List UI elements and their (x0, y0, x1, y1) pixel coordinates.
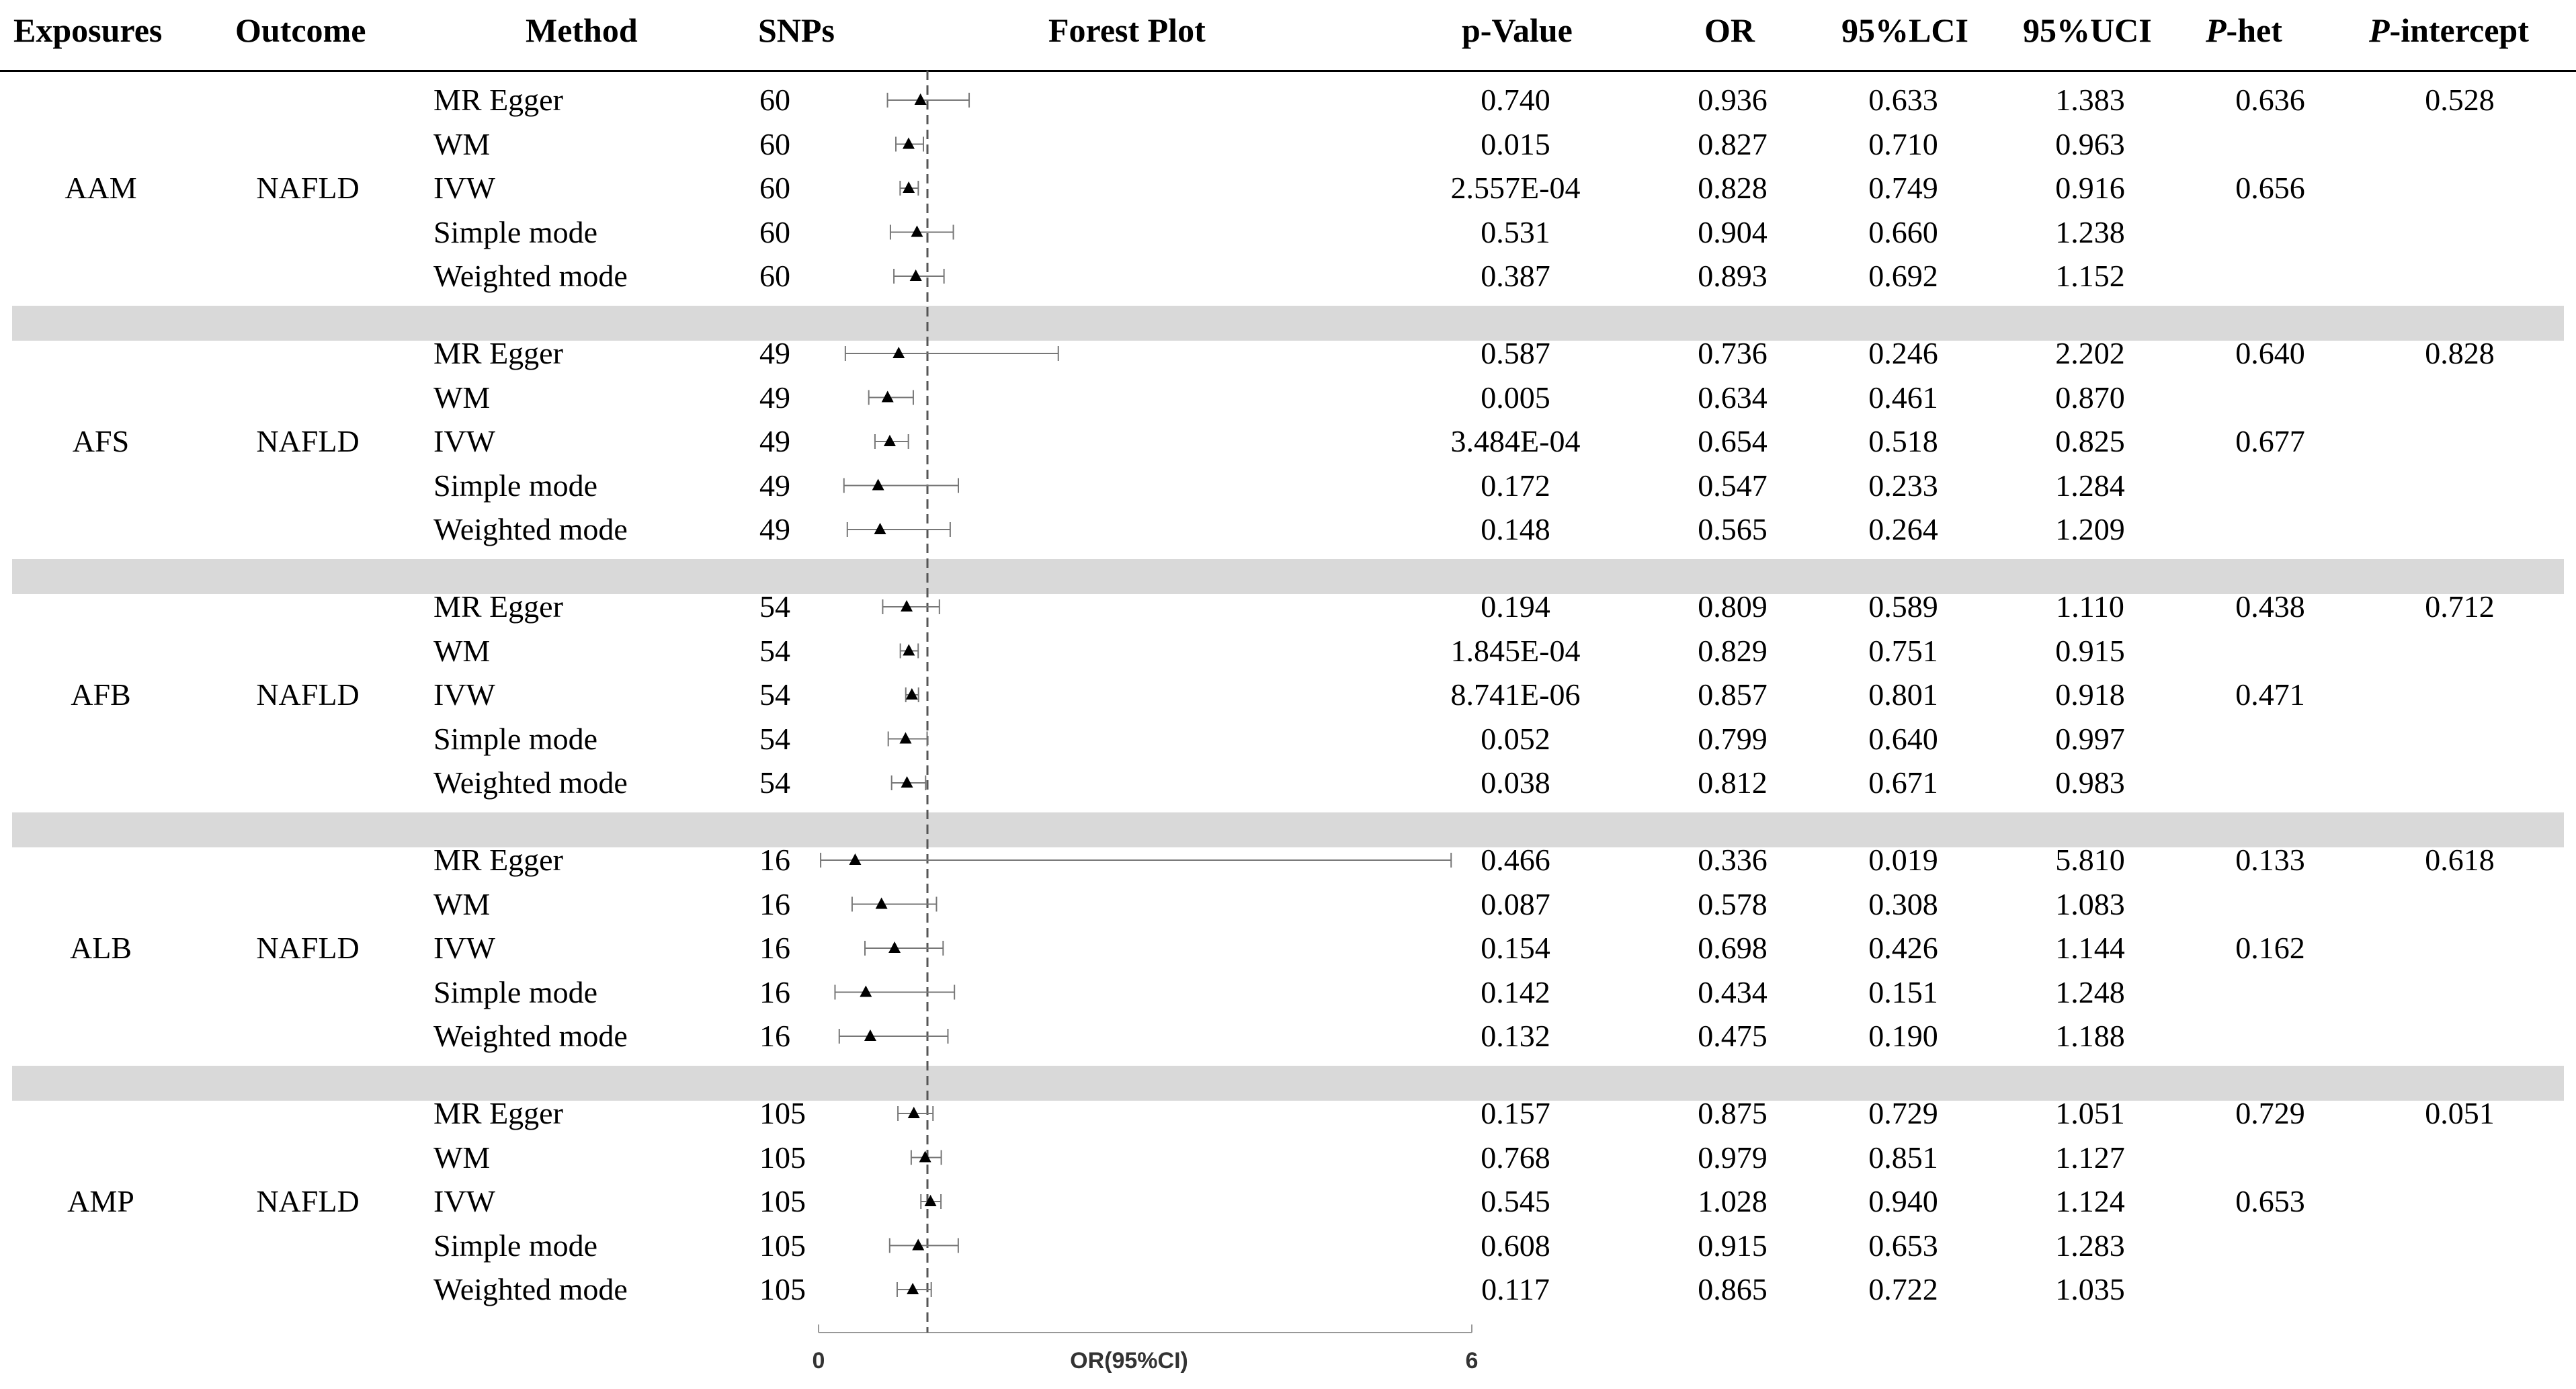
p-het-egger: 0.636 (2235, 83, 2305, 117)
method-label: WM (433, 886, 491, 921)
lci-value: 0.671 (1868, 765, 1938, 800)
lci-value: 0.722 (1868, 1272, 1938, 1306)
method-label: Weighted mode (433, 1272, 628, 1306)
or-value: 0.875 (1698, 1096, 1768, 1130)
or-marker (915, 93, 927, 105)
outcome-label: NAFLD (256, 424, 360, 458)
or-marker (872, 479, 884, 491)
method-label: IVW (433, 424, 495, 458)
uci-value: 1.188 (2055, 1019, 2125, 1053)
or-value: 1.028 (1698, 1184, 1768, 1218)
or-value: 0.336 (1698, 843, 1768, 877)
or-marker (884, 435, 896, 446)
snps-value: 105 (759, 1140, 806, 1175)
or-marker (925, 1195, 937, 1206)
snps-value: 105 (759, 1096, 806, 1130)
or-value: 0.698 (1698, 931, 1768, 965)
method-label: Simple mode (433, 1228, 598, 1263)
method-label: MR Egger (433, 83, 563, 117)
snps-value: 60 (759, 83, 790, 117)
p-value: 0.132 (1481, 1019, 1550, 1053)
method-label: Weighted mode (433, 259, 628, 293)
or-value: 0.578 (1698, 886, 1768, 921)
or-value: 0.828 (1698, 171, 1768, 205)
p-value: 0.142 (1481, 974, 1550, 1009)
header-p-intercept-rest: -intercept (2389, 11, 2529, 49)
uci-value: 1.051 (2055, 1096, 2125, 1130)
or-marker (874, 523, 886, 534)
p-value: 0.157 (1481, 1096, 1550, 1130)
or-value: 0.857 (1698, 677, 1768, 712)
snps-value: 16 (759, 843, 790, 877)
uci-value: 1.152 (2055, 259, 2125, 293)
uci-value: 1.035 (2055, 1272, 2125, 1306)
p-value: 0.148 (1481, 512, 1550, 546)
or-marker (907, 1283, 919, 1294)
or-value: 0.654 (1698, 424, 1768, 458)
or-value: 0.434 (1698, 974, 1768, 1009)
snps-value: 105 (759, 1272, 806, 1306)
uci-value: 1.127 (2055, 1140, 2125, 1175)
lci-value: 0.190 (1868, 1019, 1938, 1053)
p-het-ivw: 0.162 (2235, 931, 2305, 965)
method-label: MR Egger (433, 843, 563, 877)
or-value: 0.865 (1698, 1272, 1768, 1306)
outcome-label: NAFLD (256, 1184, 360, 1218)
uci-value: 1.144 (2055, 931, 2125, 965)
p-value: 0.466 (1481, 843, 1550, 877)
header-or: OR (1704, 11, 1755, 49)
or-marker (919, 1151, 931, 1163)
lci-value: 0.426 (1868, 931, 1938, 965)
uci-value: 1.124 (2055, 1184, 2125, 1218)
snps-value: 49 (759, 336, 790, 370)
p-het-ivw: 0.656 (2235, 171, 2305, 205)
or-value: 0.936 (1698, 83, 1768, 117)
or-marker (908, 1107, 920, 1118)
snps-value: 54 (759, 589, 790, 624)
method-label: Weighted mode (433, 512, 628, 546)
lci-value: 0.801 (1868, 677, 1938, 712)
p-intercept: 0.528 (2425, 83, 2495, 117)
lci-value: 0.518 (1868, 424, 1938, 458)
method-label: Simple mode (433, 468, 598, 503)
lci-value: 0.710 (1868, 126, 1938, 161)
or-value: 0.812 (1698, 765, 1768, 800)
or-marker (901, 776, 913, 788)
snps-value: 54 (759, 721, 790, 756)
header-method: Method (526, 11, 638, 49)
lci-value: 0.729 (1868, 1096, 1938, 1130)
lci-value: 0.640 (1868, 721, 1938, 756)
uci-value: 0.983 (2055, 765, 2125, 800)
snps-value: 16 (759, 886, 790, 921)
p-het-egger: 0.438 (2235, 589, 2305, 624)
or-value: 0.829 (1698, 633, 1768, 668)
method-label: IVW (433, 171, 495, 205)
p-value: 0.154 (1481, 931, 1550, 965)
p-het-egger: 0.133 (2235, 843, 2305, 877)
header-p-value: p-Value (1462, 11, 1573, 49)
lci-value: 0.940 (1868, 1184, 1938, 1218)
header-uci: 95%UCI (2023, 11, 2152, 49)
lci-value: 0.461 (1868, 380, 1938, 415)
p-het-ivw: 0.653 (2235, 1184, 2305, 1218)
p-intercept: 0.828 (2425, 336, 2495, 370)
snps-value: 16 (759, 931, 790, 965)
or-value: 0.565 (1698, 512, 1768, 546)
or-marker (888, 941, 901, 953)
snps-value: 54 (759, 765, 790, 800)
snps-value: 105 (759, 1228, 806, 1263)
snps-value: 49 (759, 468, 790, 503)
p-value: 0.038 (1481, 765, 1550, 800)
lci-value: 0.653 (1868, 1228, 1938, 1263)
p-value: 2.557E-04 (1450, 171, 1581, 205)
uci-value: 1.248 (2055, 974, 2125, 1009)
lci-value: 0.692 (1868, 259, 1938, 293)
method-label: WM (433, 1140, 491, 1175)
header-forest-plot: Forest Plot (1048, 11, 1206, 49)
header-p-intercept-italic: P (2369, 11, 2390, 49)
snps-value: 60 (759, 214, 790, 249)
lci-value: 0.751 (1868, 633, 1938, 668)
or-marker (864, 1029, 876, 1041)
method-label: MR Egger (433, 1096, 563, 1130)
method-label: Weighted mode (433, 765, 628, 800)
header-p-het-rest: -het (2226, 11, 2282, 49)
x-tick-min: 0 (812, 1348, 825, 1374)
lci-value: 0.233 (1868, 468, 1938, 503)
lci-value: 0.264 (1868, 512, 1938, 546)
header-snps: SNPs (758, 11, 835, 49)
p-value: 0.531 (1481, 214, 1550, 249)
or-value: 0.547 (1698, 468, 1768, 503)
or-value: 0.799 (1698, 721, 1768, 756)
or-marker (903, 138, 915, 149)
uci-value: 5.810 (2055, 843, 2125, 877)
uci-value: 1.283 (2055, 1228, 2125, 1263)
exposure-label: AFB (71, 677, 131, 712)
exposure-label: AAM (65, 171, 137, 205)
or-value: 0.475 (1698, 1019, 1768, 1053)
or-marker (849, 853, 861, 865)
lci-value: 0.308 (1868, 886, 1938, 921)
or-marker (860, 986, 872, 997)
or-value: 0.904 (1698, 214, 1768, 249)
method-label: Weighted mode (433, 1019, 628, 1053)
snps-value: 60 (759, 126, 790, 161)
p-value: 0.545 (1481, 1184, 1550, 1218)
lci-value: 0.019 (1868, 843, 1938, 877)
or-value: 0.979 (1698, 1140, 1768, 1175)
or-marker (912, 1239, 924, 1251)
p-value: 0.117 (1481, 1272, 1550, 1306)
or-value: 0.893 (1698, 259, 1768, 293)
p-value: 0.194 (1481, 589, 1550, 624)
snps-value: 60 (759, 259, 790, 293)
x-tick-max: 6 (1465, 1348, 1479, 1374)
uci-value: 0.997 (2055, 721, 2125, 756)
snps-value: 49 (759, 380, 790, 415)
uci-value: 0.825 (2055, 424, 2125, 458)
snps-value: 16 (759, 1019, 790, 1053)
or-value: 0.915 (1698, 1228, 1768, 1263)
uci-value: 0.916 (2055, 171, 2125, 205)
p-value: 0.768 (1481, 1140, 1550, 1175)
uci-value: 1.209 (2055, 512, 2125, 546)
uci-value: 0.963 (2055, 126, 2125, 161)
uci-value: 1.238 (2055, 214, 2125, 249)
p-value: 0.740 (1481, 83, 1550, 117)
or-marker (892, 347, 905, 358)
method-label: Simple mode (433, 721, 598, 756)
or-marker (911, 226, 923, 237)
lci-value: 0.749 (1868, 171, 1938, 205)
snps-value: 54 (759, 677, 790, 712)
p-value: 1.845E-04 (1450, 633, 1581, 668)
snps-value: 49 (759, 512, 790, 546)
or-marker (899, 732, 911, 744)
method-label: MR Egger (433, 336, 563, 370)
exposure-label: AFS (72, 424, 130, 458)
exposure-label: ALB (70, 931, 132, 965)
method-label: MR Egger (433, 589, 563, 624)
p-intercept: 0.712 (2425, 589, 2495, 624)
lci-value: 0.589 (1868, 589, 1938, 624)
method-label: IVW (433, 931, 495, 965)
p-value: 0.052 (1481, 721, 1550, 756)
outcome-label: NAFLD (256, 677, 360, 712)
p-het-ivw: 0.471 (2235, 677, 2305, 712)
header-lci: 95%LCI (1841, 11, 1968, 49)
snps-value: 105 (759, 1184, 806, 1218)
or-marker (910, 269, 922, 281)
snps-value: 54 (759, 633, 790, 668)
outcome-label: NAFLD (256, 931, 360, 965)
uci-value: 1.284 (2055, 468, 2125, 503)
lci-value: 0.660 (1868, 214, 1938, 249)
outcome-label: NAFLD (256, 171, 360, 205)
method-label: IVW (433, 677, 495, 712)
uci-value: 1.083 (2055, 886, 2125, 921)
snps-value: 49 (759, 424, 790, 458)
or-value: 0.809 (1698, 589, 1768, 624)
p-intercept: 0.618 (2425, 843, 2495, 877)
x-axis-label: OR(95%CI) (1070, 1348, 1188, 1374)
or-marker (903, 181, 915, 193)
p-value: 0.608 (1481, 1228, 1550, 1263)
or-value: 0.827 (1698, 126, 1768, 161)
uci-value: 1.110 (2056, 589, 2124, 624)
or-marker (882, 391, 894, 403)
p-het-ivw: 0.677 (2235, 424, 2305, 458)
p-value: 0.387 (1481, 259, 1550, 293)
p-value: 0.587 (1481, 336, 1550, 370)
uci-value: 0.918 (2055, 677, 2125, 712)
uci-value: 0.915 (2055, 633, 2125, 668)
or-marker (903, 644, 915, 656)
snps-value: 16 (759, 974, 790, 1009)
header-p-het-italic: P (2206, 11, 2227, 49)
p-value: 0.015 (1481, 126, 1550, 161)
header-outcome: Outcome (235, 11, 366, 49)
lci-value: 0.851 (1868, 1140, 1938, 1175)
header-exposures: Exposures (13, 11, 163, 49)
or-marker (906, 688, 918, 700)
lci-value: 0.246 (1868, 336, 1938, 370)
method-label: WM (433, 380, 491, 415)
uci-value: 2.202 (2055, 336, 2125, 370)
or-value: 0.634 (1698, 380, 1768, 415)
snps-value: 60 (759, 171, 790, 205)
lci-value: 0.633 (1868, 83, 1938, 117)
p-intercept: 0.051 (2425, 1096, 2495, 1130)
uci-value: 1.383 (2055, 83, 2125, 117)
or-marker (876, 898, 888, 909)
p-value: 8.741E-06 (1450, 677, 1581, 712)
exposure-label: AMP (67, 1184, 134, 1218)
p-value: 0.005 (1481, 380, 1550, 415)
p-value: 3.484E-04 (1450, 424, 1581, 458)
method-label: WM (433, 126, 491, 161)
uci-value: 0.870 (2055, 380, 2125, 415)
method-label: Simple mode (433, 974, 598, 1009)
p-value: 0.087 (1481, 886, 1550, 921)
p-het-egger: 0.729 (2235, 1096, 2305, 1130)
method-label: Simple mode (433, 214, 598, 249)
method-label: WM (433, 633, 491, 668)
p-het-egger: 0.640 (2235, 336, 2305, 370)
or-value: 0.736 (1698, 336, 1768, 370)
lci-value: 0.151 (1868, 974, 1938, 1009)
method-label: IVW (433, 1184, 495, 1218)
or-marker (901, 600, 913, 612)
p-value: 0.172 (1481, 468, 1550, 503)
